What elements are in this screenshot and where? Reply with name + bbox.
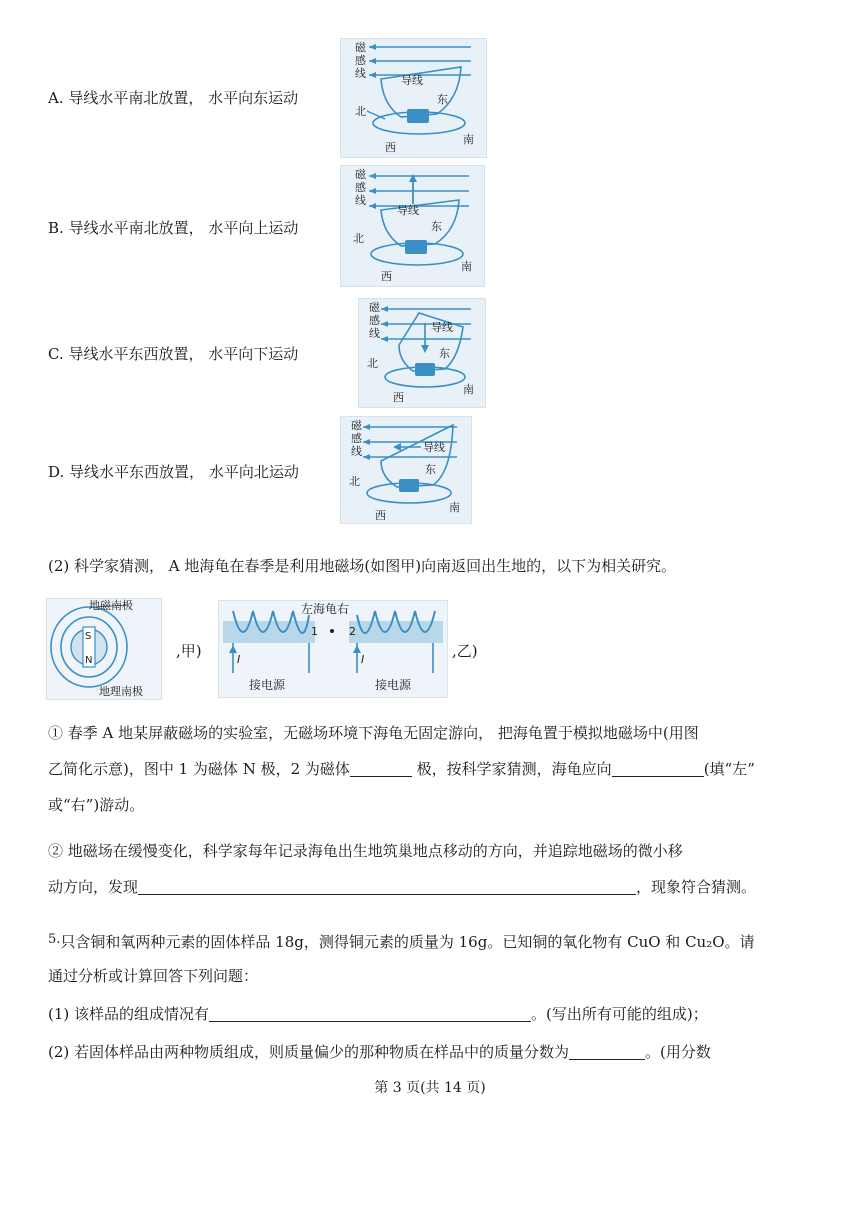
svg-text:北: 北 bbox=[353, 232, 364, 245]
option-a-text: A. 导线水平南北放置， 水平向东运动 bbox=[48, 89, 299, 107]
answer-blank-composition[interactable] bbox=[209, 1003, 531, 1022]
svg-text:南: 南 bbox=[463, 133, 474, 146]
part2-intro: (2) 科学家猜测， A 地海龟在春季是利用地磁场(如图甲)向南返回出生地的，以下为相关研究。 bbox=[48, 557, 677, 575]
answer-blank-mass-fraction[interactable] bbox=[569, 1041, 645, 1060]
svg-text:西: 西 bbox=[381, 270, 392, 283]
svg-text:I: I bbox=[361, 653, 365, 666]
option-d-figure bbox=[340, 416, 472, 524]
svg-text:左海龟右: 左海龟右 bbox=[301, 602, 350, 616]
option-a-figure bbox=[340, 38, 487, 158]
svg-text:东: 东 bbox=[439, 347, 450, 360]
q5-number: 5. bbox=[48, 932, 61, 947]
svg-text:南: 南 bbox=[449, 501, 460, 514]
svg-text:I: I bbox=[237, 653, 241, 666]
q5-part1: (1) 该样品的组成情况有 。(写出所有可能的组成)； bbox=[48, 1005, 708, 1023]
svg-text:北: 北 bbox=[355, 105, 366, 118]
svg-text:S: S bbox=[85, 631, 92, 642]
svg-text:N: N bbox=[85, 655, 93, 666]
svg-text:磁感线: 磁感线 bbox=[351, 419, 362, 458]
item1-line2: 乙简化示意)，图中 1 为磁体 N 极，2 为磁体 极，按科学家猜测，海龟应向 (填“左” bbox=[48, 760, 755, 778]
svg-text:2: 2 bbox=[349, 625, 356, 638]
svg-text:接电源: 接电源 bbox=[249, 678, 286, 692]
svg-text:北: 北 bbox=[349, 475, 360, 488]
svg-text:导线: 导线 bbox=[431, 321, 453, 334]
q5-line2: 通过分析或计算回答下列问题： bbox=[48, 967, 259, 985]
option-c-figure bbox=[358, 298, 486, 408]
svg-text:西: 西 bbox=[375, 509, 386, 522]
option-b-figure bbox=[340, 165, 485, 287]
svg-text:磁感线: 磁感线 bbox=[355, 168, 366, 207]
svg-text:磁感线: 磁感线 bbox=[369, 301, 380, 340]
svg-text:地理南极: 地理南极 bbox=[99, 685, 143, 698]
svg-text:导线: 导线 bbox=[401, 74, 423, 87]
svg-text:接电源: 接电源 bbox=[375, 678, 412, 692]
figure-yi bbox=[218, 600, 448, 698]
svg-text:东: 东 bbox=[431, 220, 442, 233]
figure-yi-caption: ,乙) bbox=[452, 642, 478, 660]
item2-line2: 动方向，发现 ，现象符合猜测。 bbox=[48, 878, 757, 896]
option-c-text: C. 导线水平东西放置， 水平向下运动 bbox=[48, 345, 299, 363]
item2-line1: ② 地磁场在缓慢变化，科学家每年记录海龟出生地筑巢地点移动的方向，并追踪地磁场的微小移 bbox=[48, 842, 683, 860]
figure-jia bbox=[46, 598, 162, 700]
svg-text:地磁南极: 地磁南极 bbox=[89, 599, 133, 612]
item1-line1: ① 春季 A 地某屏蔽磁场的实验室，无磁场环境下海龟无固定游向， 把海龟置于模拟地磁场中(用图 bbox=[48, 724, 699, 742]
svg-text:北: 北 bbox=[367, 357, 378, 370]
svg-text:南: 南 bbox=[461, 260, 472, 273]
answer-blank-observation[interactable] bbox=[138, 876, 636, 895]
field-label: 磁感线 bbox=[355, 41, 366, 80]
option-b-text: B. 导线水平南北放置， 水平向上运动 bbox=[48, 219, 299, 237]
item1-line3: 或“右”)游动。 bbox=[48, 796, 145, 814]
svg-text:东: 东 bbox=[437, 93, 448, 106]
svg-text:1: 1 bbox=[311, 625, 318, 638]
option-d-text: D. 导线水平东西放置， 水平向北运动 bbox=[48, 463, 299, 481]
q5-part2: (2) 若固体样品由两种物质组成，则质量偏少的那种物质在样品中的质量分数为 。(用分数 bbox=[48, 1043, 711, 1061]
svg-text:东: 东 bbox=[425, 463, 436, 476]
svg-text:导线: 导线 bbox=[397, 204, 419, 217]
figure-jia-caption: ,甲) bbox=[176, 642, 202, 660]
svg-text:西: 西 bbox=[385, 141, 396, 154]
svg-text:西: 西 bbox=[393, 391, 404, 404]
svg-text:导线: 导线 bbox=[423, 441, 445, 454]
page-footer: 第 3 页(共 14 页) bbox=[374, 1080, 486, 1096]
q5-line1: 5.只含铜和氧两种元素的固体样品 18g，测得铜元素的质量为 16g。已知铜的氧化物有 CuO 和 Cu₂O。请 bbox=[48, 932, 755, 951]
answer-blank-direction[interactable] bbox=[612, 758, 704, 777]
answer-blank-pole[interactable] bbox=[350, 758, 412, 777]
svg-text:南: 南 bbox=[463, 383, 474, 396]
